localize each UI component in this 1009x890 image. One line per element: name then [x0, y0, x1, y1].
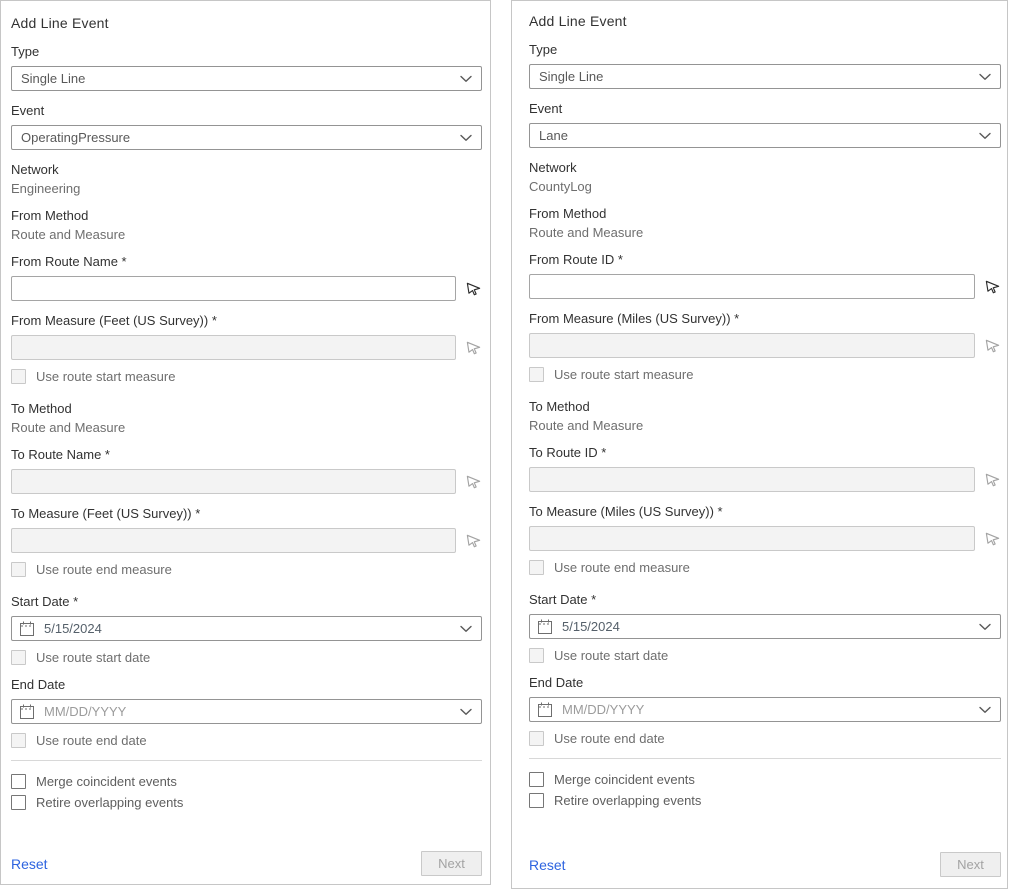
- footer-actions: [529, 852, 1001, 877]
- checkbox-label: Use route end date: [554, 731, 665, 746]
- to-measure-label: To Measure (Miles (US Survey)) *: [529, 504, 723, 519]
- to-measure-row: [529, 526, 1001, 551]
- from-measure-input: [11, 335, 456, 360]
- checkbox-icon: [11, 369, 26, 384]
- from-route-row: [529, 274, 1001, 299]
- type-select[interactable]: [529, 64, 1001, 89]
- start-date-picker[interactable]: [11, 616, 482, 641]
- checkbox-icon: [529, 731, 544, 746]
- chevron-down-icon: [979, 623, 991, 631]
- network-label: Network: [11, 162, 59, 177]
- to-measure-row: [11, 528, 482, 553]
- end-date-placeholder: MM/DD/YYYY: [44, 704, 127, 719]
- reset-button[interactable]: Reset: [11, 855, 48, 872]
- from-measure-label: From Measure (Miles (US Survey)) *: [529, 311, 740, 326]
- to-measure-label: To Measure (Feet (US Survey)) *: [11, 506, 201, 521]
- type-select-value: Single Line: [539, 69, 604, 84]
- retire-overlapping-events-checkbox[interactable]: [529, 793, 1001, 808]
- map-pick-arrow-icon: [456, 339, 482, 356]
- map-pick-arrow-icon: [975, 337, 1001, 354]
- checkbox-label: Retire overlapping events: [554, 793, 702, 808]
- event-label: Event: [529, 101, 563, 116]
- use-route-start-date-checkbox: [11, 650, 482, 665]
- chevron-down-icon: [460, 134, 472, 142]
- map-pick-arrow-icon: [975, 471, 1001, 488]
- to-route-input: [11, 469, 456, 494]
- add-line-event-panel-right: [511, 0, 1008, 889]
- event-select-value: Lane: [539, 128, 568, 143]
- checkbox-icon: [11, 650, 26, 665]
- next-button: Next: [940, 852, 1001, 877]
- chevron-down-icon: [979, 73, 991, 81]
- checkbox-label: Use route start date: [36, 650, 151, 665]
- calendar-icon: [537, 702, 553, 718]
- footer-actions: [11, 851, 482, 876]
- network-label: Network: [529, 160, 577, 175]
- type-select[interactable]: [11, 66, 482, 91]
- from-route-label: From Route Name *: [11, 254, 127, 269]
- checkbox-label: Use route end date: [36, 733, 147, 748]
- use-route-end-date-checkbox: [529, 731, 1001, 746]
- merge-coincident-events-checkbox[interactable]: [11, 774, 482, 789]
- add-line-event-panel-left: [0, 0, 491, 885]
- from-route-label: From Route ID *: [529, 252, 623, 267]
- end-date-picker[interactable]: [529, 697, 1001, 722]
- checkbox-icon[interactable]: [529, 772, 544, 787]
- merge-coincident-events-checkbox[interactable]: [529, 772, 1001, 787]
- chevron-down-icon: [979, 706, 991, 714]
- from-method-value: Route and Measure: [11, 227, 126, 242]
- calendar-icon: [537, 619, 553, 635]
- network-value: Engineering: [11, 181, 81, 196]
- to-measure-input: [11, 528, 456, 553]
- map-pick-arrow-icon: [456, 473, 482, 490]
- to-method-value: Route and Measure: [529, 418, 644, 433]
- event-label: Event: [11, 103, 45, 118]
- chevron-down-icon: [460, 708, 472, 716]
- chevron-down-icon: [460, 75, 472, 83]
- checkbox-icon[interactable]: [11, 795, 26, 810]
- from-measure-input: [529, 333, 975, 358]
- section-divider: [11, 760, 482, 761]
- use-route-start-date-checkbox: [529, 648, 1001, 663]
- to-measure-input: [529, 526, 975, 551]
- end-date-placeholder: MM/DD/YYYY: [562, 702, 645, 717]
- end-date-label: End Date: [11, 677, 66, 692]
- use-route-end-measure-checkbox: [529, 560, 1001, 575]
- checkbox-icon: [11, 562, 26, 577]
- start-date-value: 5/15/2024: [44, 621, 102, 636]
- from-route-row: [11, 276, 482, 301]
- event-select[interactable]: [529, 123, 1001, 148]
- retire-overlapping-events-checkbox[interactable]: [11, 795, 482, 810]
- calendar-icon: [19, 621, 35, 637]
- use-route-start-measure-checkbox: [11, 369, 482, 384]
- calendar-icon: [19, 704, 35, 720]
- network-value: CountyLog: [529, 179, 592, 194]
- checkbox-icon: [529, 560, 544, 575]
- checkbox-icon[interactable]: [529, 793, 544, 808]
- end-date-picker[interactable]: [11, 699, 482, 724]
- from-measure-label: From Measure (Feet (US Survey)) *: [11, 313, 217, 328]
- checkbox-label: Use route end measure: [554, 560, 690, 575]
- checkbox-icon[interactable]: [11, 774, 26, 789]
- to-route-label: To Route Name *: [11, 447, 110, 462]
- chevron-down-icon: [979, 132, 991, 140]
- use-route-start-measure-checkbox: [529, 367, 1001, 382]
- chevron-down-icon: [460, 625, 472, 633]
- type-label: Type: [11, 44, 40, 59]
- end-date-label: End Date: [529, 675, 584, 690]
- map-pick-arrow-icon: [975, 530, 1001, 547]
- checkbox-label: Use route start date: [554, 648, 669, 663]
- checkbox-icon: [529, 648, 544, 663]
- to-method-label: To Method: [11, 401, 72, 416]
- from-measure-row: [11, 335, 482, 360]
- map-pick-arrow-icon[interactable]: [456, 280, 482, 297]
- map-pick-arrow-icon[interactable]: [975, 278, 1001, 295]
- from-method-label: From Method: [11, 208, 89, 223]
- to-route-label: To Route ID *: [529, 445, 607, 460]
- section-divider: [529, 758, 1001, 759]
- checkbox-label: Merge coincident events: [554, 772, 695, 787]
- next-button: Next: [421, 851, 482, 876]
- type-label: Type: [529, 42, 558, 57]
- from-measure-row: [529, 333, 1001, 358]
- use-route-end-measure-checkbox: [11, 562, 482, 577]
- checkbox-label: Use route end measure: [36, 562, 172, 577]
- panel-title: Add Line Event: [11, 15, 109, 31]
- checkbox-label: Use route start measure: [554, 367, 694, 382]
- start-date-label: Start Date *: [11, 594, 79, 609]
- start-date-value: 5/15/2024: [562, 619, 620, 634]
- from-route-input[interactable]: [11, 276, 456, 301]
- checkbox-label: Retire overlapping events: [36, 795, 184, 810]
- checkbox-label: Merge coincident events: [36, 774, 177, 789]
- to-route-row: [11, 469, 482, 494]
- checkbox-icon: [529, 367, 544, 382]
- from-method-label: From Method: [529, 206, 607, 221]
- event-select-value: OperatingPressure: [21, 130, 131, 145]
- panel-title: Add Line Event: [529, 13, 627, 29]
- start-date-picker[interactable]: [529, 614, 1001, 639]
- type-select-value: Single Line: [21, 71, 86, 86]
- checkbox-icon: [11, 733, 26, 748]
- checkbox-label: Use route start measure: [36, 369, 176, 384]
- to-method-value: Route and Measure: [11, 420, 126, 435]
- use-route-end-date-checkbox: [11, 733, 482, 748]
- from-method-value: Route and Measure: [529, 225, 644, 240]
- event-select[interactable]: [11, 125, 482, 150]
- to-route-input: [529, 467, 975, 492]
- map-pick-arrow-icon: [456, 532, 482, 549]
- from-route-input[interactable]: [529, 274, 975, 299]
- to-route-row: [529, 467, 1001, 492]
- reset-button[interactable]: Reset: [529, 856, 566, 873]
- to-method-label: To Method: [529, 399, 590, 414]
- start-date-label: Start Date *: [529, 592, 597, 607]
